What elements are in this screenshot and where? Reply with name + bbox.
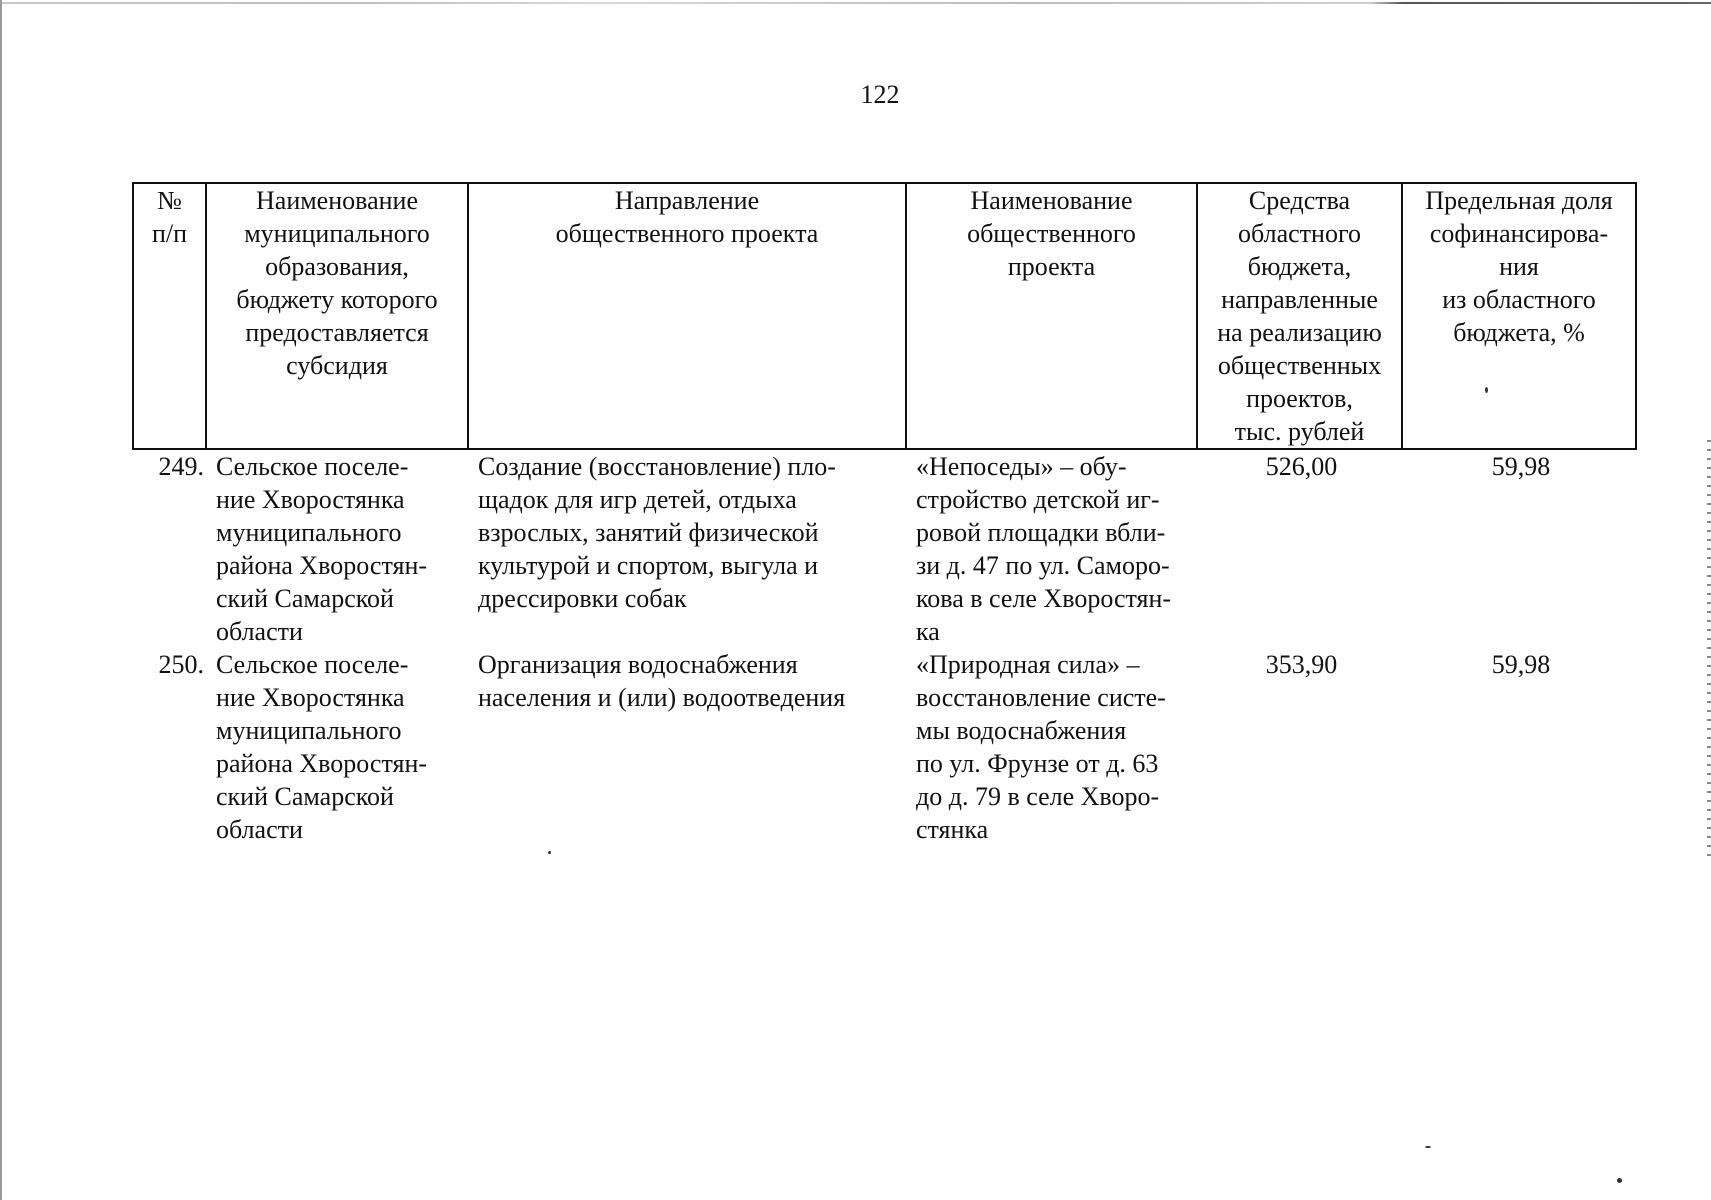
- scan-edge-right: [1707, 440, 1711, 860]
- header-direction: Направление общественного проекта: [468, 183, 906, 449]
- row-share: 59,98: [1491, 452, 1551, 481]
- header-number: № п/п: [133, 183, 206, 449]
- scan-edge-top: [0, 2, 1711, 4]
- table-row: [133, 449, 1636, 648]
- header-share: Предельная доля софинансирова- ния из областного бюджета, %: [1402, 183, 1636, 449]
- row-number: 249.: [158, 452, 204, 481]
- scan-speck: [1617, 1178, 1622, 1183]
- row-project-name: «Природная сила» – восстановление систе- мы водоснабжения по ул. Фрунзе от д. 63 до д. 79 в селе Хворо- стянка: [916, 650, 1166, 844]
- row-number: 250.: [158, 650, 204, 679]
- row-municipality: Сельское поселе- ние Хворостянка муниципального района Хворостян- ский Самарской области: [216, 650, 428, 844]
- header-project-name: Наименование общественного проекта: [906, 183, 1197, 449]
- header-municipality: Наименование муниципального образования, бюджету которого предоставляется субсидия: [206, 183, 468, 449]
- table-row: [133, 648, 1636, 846]
- row-project-name: «Непоседы» – обу- стройство детской иг- ровой площадки вбли- зи д. 47 по ул. Саморо- кова в селе Хворостян- ка: [916, 452, 1172, 646]
- row-share: 59,98: [1491, 650, 1551, 679]
- scan-speck: [1425, 1146, 1431, 1148]
- page-number: 122: [860, 80, 900, 109]
- scan-speck: [548, 851, 551, 854]
- scan-edge-left: [0, 0, 2, 1200]
- row-direction: Создание (восстановление) пло- щадок для игр детей, отдыха взрослых, занятий физической культурой и спортом, выгула и дрессировки собак: [478, 452, 836, 613]
- row-funds: 353,90: [1265, 650, 1338, 679]
- row-funds: 526,00: [1265, 452, 1338, 481]
- subsidy-table: [132, 182, 1637, 846]
- header-funds: Средства областного бюджета, направленные на реализацию общественных проектов, тыс. рублей: [1197, 183, 1402, 449]
- row-municipality: Сельское поселе- ние Хворостянка муниципального района Хворостян- ский Самарской области: [216, 452, 428, 646]
- table-header-row: [133, 183, 1636, 449]
- row-direction: Организация водоснабжения населения и (или) водоотведения: [478, 650, 846, 712]
